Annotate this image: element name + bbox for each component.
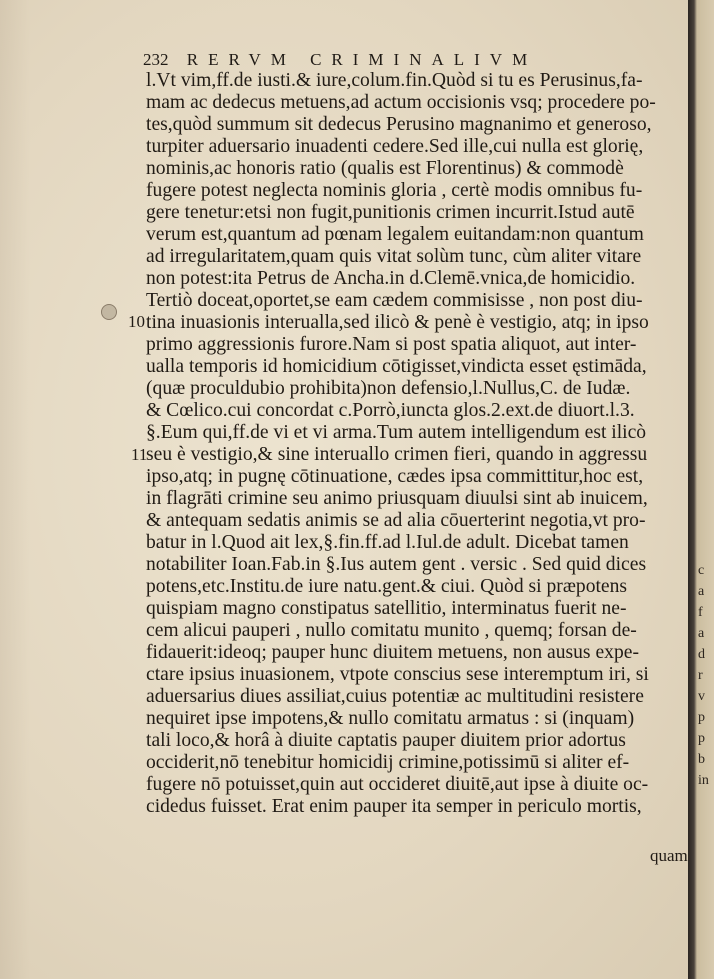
facing-letter: v bbox=[698, 689, 705, 704]
facing-letter: p bbox=[698, 710, 705, 725]
text-line: ad irregularitatem,quam quis vitat solùm tunc, cùm aliter vitare bbox=[146, 246, 642, 267]
text-line: fidauerit:ideoq; pauper hunc diuitem metuens, non ausus expe- bbox=[146, 642, 639, 663]
text-line: primo aggressionis furore.Nam si post spatia aliquot, aut inter- bbox=[146, 334, 637, 355]
text-line: verum est,quantum ad pœnam legalem euitandam:non quantum bbox=[146, 224, 644, 245]
text-line: cidedus fuisset. Erat enim pauper ita semper in periculo mortis, bbox=[146, 796, 642, 817]
text-line: tali loco,& horâ à diuite captatis pauper diuitem prior adortus bbox=[146, 730, 626, 751]
page-number: 232 bbox=[143, 50, 169, 69]
facing-page-letters bbox=[698, 560, 714, 791]
text-line: seu è vestigio,& sine interuallo crimen fieri, quando in aggressu bbox=[146, 444, 648, 465]
ink-stain bbox=[101, 304, 117, 320]
facing-letter: a bbox=[698, 626, 705, 641]
running-header bbox=[143, 50, 537, 70]
text-line: ipso,atq; in pugnę cōtinuatione, cædes ipsa committitur,hoc est, bbox=[146, 466, 644, 487]
running-title: RERVM CRIMINALIVM bbox=[186, 50, 538, 69]
facing-letter: d bbox=[698, 647, 705, 662]
text-line: nequiret ipse impotens,& nullo comitatu armatus : si (inquam) bbox=[146, 708, 635, 729]
text-line: in flagrāti crimine seu animo priusquam diuulsi sint ab inuicem, bbox=[146, 488, 648, 509]
catchword: quam bbox=[650, 846, 688, 865]
text-line: aduersarius diues assiliat,cuius potentiæ ac multitudini resistere bbox=[146, 686, 644, 707]
margin-number-10: 10 bbox=[128, 312, 145, 331]
facing-letter: f bbox=[698, 605, 703, 620]
text-line: potens,etc.Institu.de iure natu.gent.& ciui. Quòd si præpotens bbox=[146, 576, 628, 597]
text-line: fugere potest neglecta nominis gloria , certè modis omnibus fu- bbox=[146, 180, 643, 201]
text-line: Tertiò doceat,oportet,se eam cædem commisisse , non post diu- bbox=[146, 290, 643, 311]
text-line: & antequam sedatis animis se ad alia cōuerterint negotia,vt pro- bbox=[146, 510, 646, 531]
text-line: & Cœlico.cui concordat c.Porrò,iuncta glos.2.ext.de diuort.l.3. bbox=[146, 400, 635, 421]
facing-letter: r bbox=[698, 668, 703, 683]
facing-letter: c bbox=[698, 563, 705, 578]
text-line: batur in l.Quod ait lex,§.fin.ff.ad l.Iul.de adult. Dicebat tamen bbox=[146, 532, 629, 553]
text-line: notabiliter Ioan.Fab.in §.Ius autem gent . versic . Sed quid dices bbox=[146, 554, 647, 575]
facing-page-edge bbox=[688, 0, 714, 979]
text-line: ualla temporis id homicidium cōtigisset,vindicta esset ęstimāda, bbox=[146, 356, 647, 377]
text-line: turpiter aduersario inuadenti cedere.Sed ille,cui nulla est glorię, bbox=[146, 136, 644, 157]
text-line: l.Vt vim,ff.de iusti.& iure,colum.fin.Quòd si tu es Perusinus,fa- bbox=[146, 70, 643, 91]
text-line: §.Eum qui,ff.de vi et vi arma.Tum autem intelligendum est ilicò bbox=[146, 422, 647, 443]
text-line: non potest:ita Petrus de Ancha.in d.Clemē.vnica,de homicidio. bbox=[146, 268, 636, 289]
text-line: cem alicui pauperi , nullo comitatu munito , quemq; forsan de- bbox=[146, 620, 637, 641]
facing-letter: a bbox=[698, 584, 705, 599]
text-line: nominis,ac honoris ratio (qualis est Florentinus) & commodè bbox=[146, 158, 624, 179]
margin-number-11: 11 bbox=[131, 445, 148, 464]
text-line: fugere nō potuisset,quin aut occideret diuitē,aut ipse à diuite oc- bbox=[146, 774, 649, 795]
facing-letter: in bbox=[698, 773, 709, 788]
text-line: tina inuasionis interualla,sed ilicò & penè è vestigio, atq; in ipso bbox=[146, 312, 649, 333]
text-line: mam ac dedecus metuens,ad actum occisionis vsq; procedere po- bbox=[146, 92, 656, 113]
text-line: quispiam magno constipatus satellitio, interminatus fuerit ne- bbox=[146, 598, 627, 619]
text-line: tes,quòd summum sit dedecus Perusino magnanimo et generoso, bbox=[146, 114, 652, 135]
body-text bbox=[146, 70, 680, 818]
facing-letter: p bbox=[698, 731, 705, 746]
text-line: ctare ipsius inuasionem, vtpote conscius sese interemptum iri, si bbox=[146, 664, 649, 685]
text-line: occiderit,nō tenebitur homicidij crimine,potissimū si aliter ef- bbox=[146, 752, 630, 773]
text-line: gere tenetur:etsi non fugit,punitionis crimen incurrit.Istud autē bbox=[146, 202, 635, 223]
text-line: (quæ proculdubio prohibita)non defensio,l.Nullus,C. de Iudæ. bbox=[146, 378, 631, 399]
facing-letter: b bbox=[698, 752, 705, 767]
